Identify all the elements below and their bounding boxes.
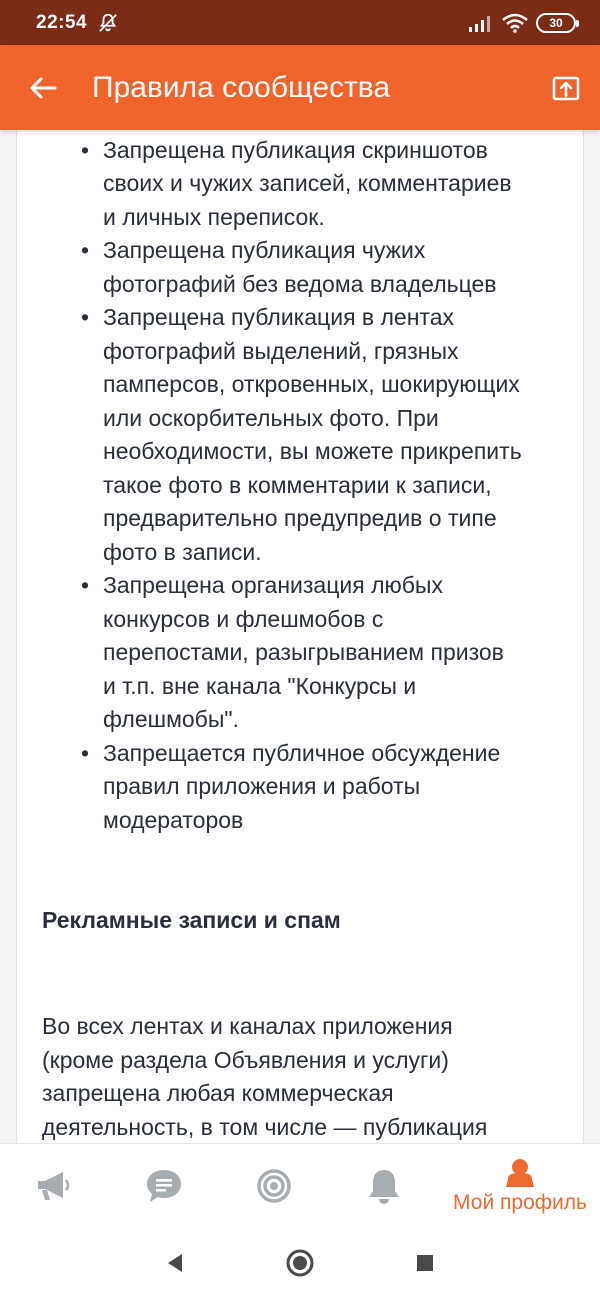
rule-item xyxy=(103,134,563,235)
rule-line: правил приложения и работы xyxy=(103,773,421,799)
paragraph-line: (кроме раздела Объявления и услуги) xyxy=(42,1046,449,1073)
triangle-back-icon xyxy=(165,1252,185,1274)
square-recents-icon xyxy=(415,1253,435,1273)
rule-line: и личных переписок. xyxy=(103,203,325,230)
rule-line: • Запрещена публикация чужих xyxy=(103,237,426,263)
arrow-left-icon xyxy=(29,76,57,100)
back-button[interactable] xyxy=(0,45,86,130)
rule-line: • Запрещена публикация в лентах xyxy=(103,304,454,330)
rule-line: своих и чужих записей, комментариев xyxy=(103,170,512,196)
status-time: 22:54 xyxy=(36,11,88,33)
rule-line: модераторов xyxy=(103,806,244,833)
rule-line: • Запрещена публикация скриншотов xyxy=(103,136,488,163)
rule-item xyxy=(103,737,563,838)
rule-line: • Запрещена организация любых xyxy=(103,572,443,598)
megaphone-icon xyxy=(35,1169,73,1203)
rule-line: такое фото в комментарии к записи, xyxy=(103,471,492,498)
status-icons xyxy=(468,13,576,33)
rule-line: • Запрещается публичное обсуждение xyxy=(103,739,501,766)
signal-icon xyxy=(468,14,494,32)
system-recents-button[interactable] xyxy=(363,1227,488,1299)
rule-item xyxy=(103,234,563,301)
rule-line: или оскорбительных фото. При xyxy=(103,404,439,431)
share-box-icon xyxy=(552,75,580,101)
page-title: Правила сообщества xyxy=(92,70,391,104)
rule-line: фото в записи. xyxy=(103,538,262,565)
system-home-button[interactable] xyxy=(238,1227,363,1299)
wifi-icon xyxy=(502,13,528,33)
rule-line: фотографий выделений, грязных xyxy=(103,337,459,364)
system-nav-bar xyxy=(0,1227,600,1299)
rules-list xyxy=(17,134,583,838)
battery-level: 30 xyxy=(549,15,563,30)
nav-item-announcements[interactable] xyxy=(0,1144,108,1228)
rule-item xyxy=(103,301,563,569)
nav-item-profile[interactable] xyxy=(440,1144,600,1228)
share-button[interactable] xyxy=(532,45,600,130)
bottom-nav xyxy=(0,1143,600,1227)
status-bar xyxy=(0,0,600,45)
rule-line: перепостами, разыгрыванием призов xyxy=(103,639,504,665)
nav-item-chat[interactable] xyxy=(108,1144,220,1228)
section-paragraph xyxy=(42,1010,553,1144)
profile-icon xyxy=(503,1157,537,1189)
target-icon xyxy=(256,1168,292,1204)
rule-line: памперсов, откровенных, шокирующих xyxy=(103,371,520,397)
chat-bubble-icon xyxy=(145,1168,183,1204)
rules-card xyxy=(16,100,584,1200)
system-back-button[interactable] xyxy=(113,1227,238,1299)
paragraph-line: запрещена любая коммерческая xyxy=(42,1080,394,1106)
section-heading: Рекламные записи и спам xyxy=(42,907,341,933)
home-circle-icon xyxy=(286,1249,314,1277)
paragraph-line: Во всех лентах и каналах приложения xyxy=(42,1013,453,1039)
app-bar xyxy=(0,45,600,130)
rule-item xyxy=(103,569,563,737)
rule-line: и т.п. вне канала "Конкурсы и xyxy=(103,672,417,699)
dnd-icon xyxy=(97,12,119,34)
rule-line: конкурсов и флешмобов с xyxy=(103,605,384,632)
rule-line: необходимости, вы можете прикрепить xyxy=(103,438,522,464)
nav-item-notifications[interactable] xyxy=(328,1144,440,1228)
nav-item-feed[interactable] xyxy=(220,1144,328,1228)
rule-line: фотографий без ведома владельцев xyxy=(103,270,497,297)
rule-line: флешмобы". xyxy=(103,706,239,732)
nav-label-profile: Мой профиль xyxy=(453,1190,587,1214)
rule-line: предварительно предупредив о типе xyxy=(103,505,497,531)
battery-icon xyxy=(536,13,576,33)
content-scroll-area[interactable] xyxy=(0,130,600,1143)
paragraph-line: деятельность, в том числе — публикация xyxy=(42,1113,488,1140)
bell-icon xyxy=(367,1167,401,1205)
